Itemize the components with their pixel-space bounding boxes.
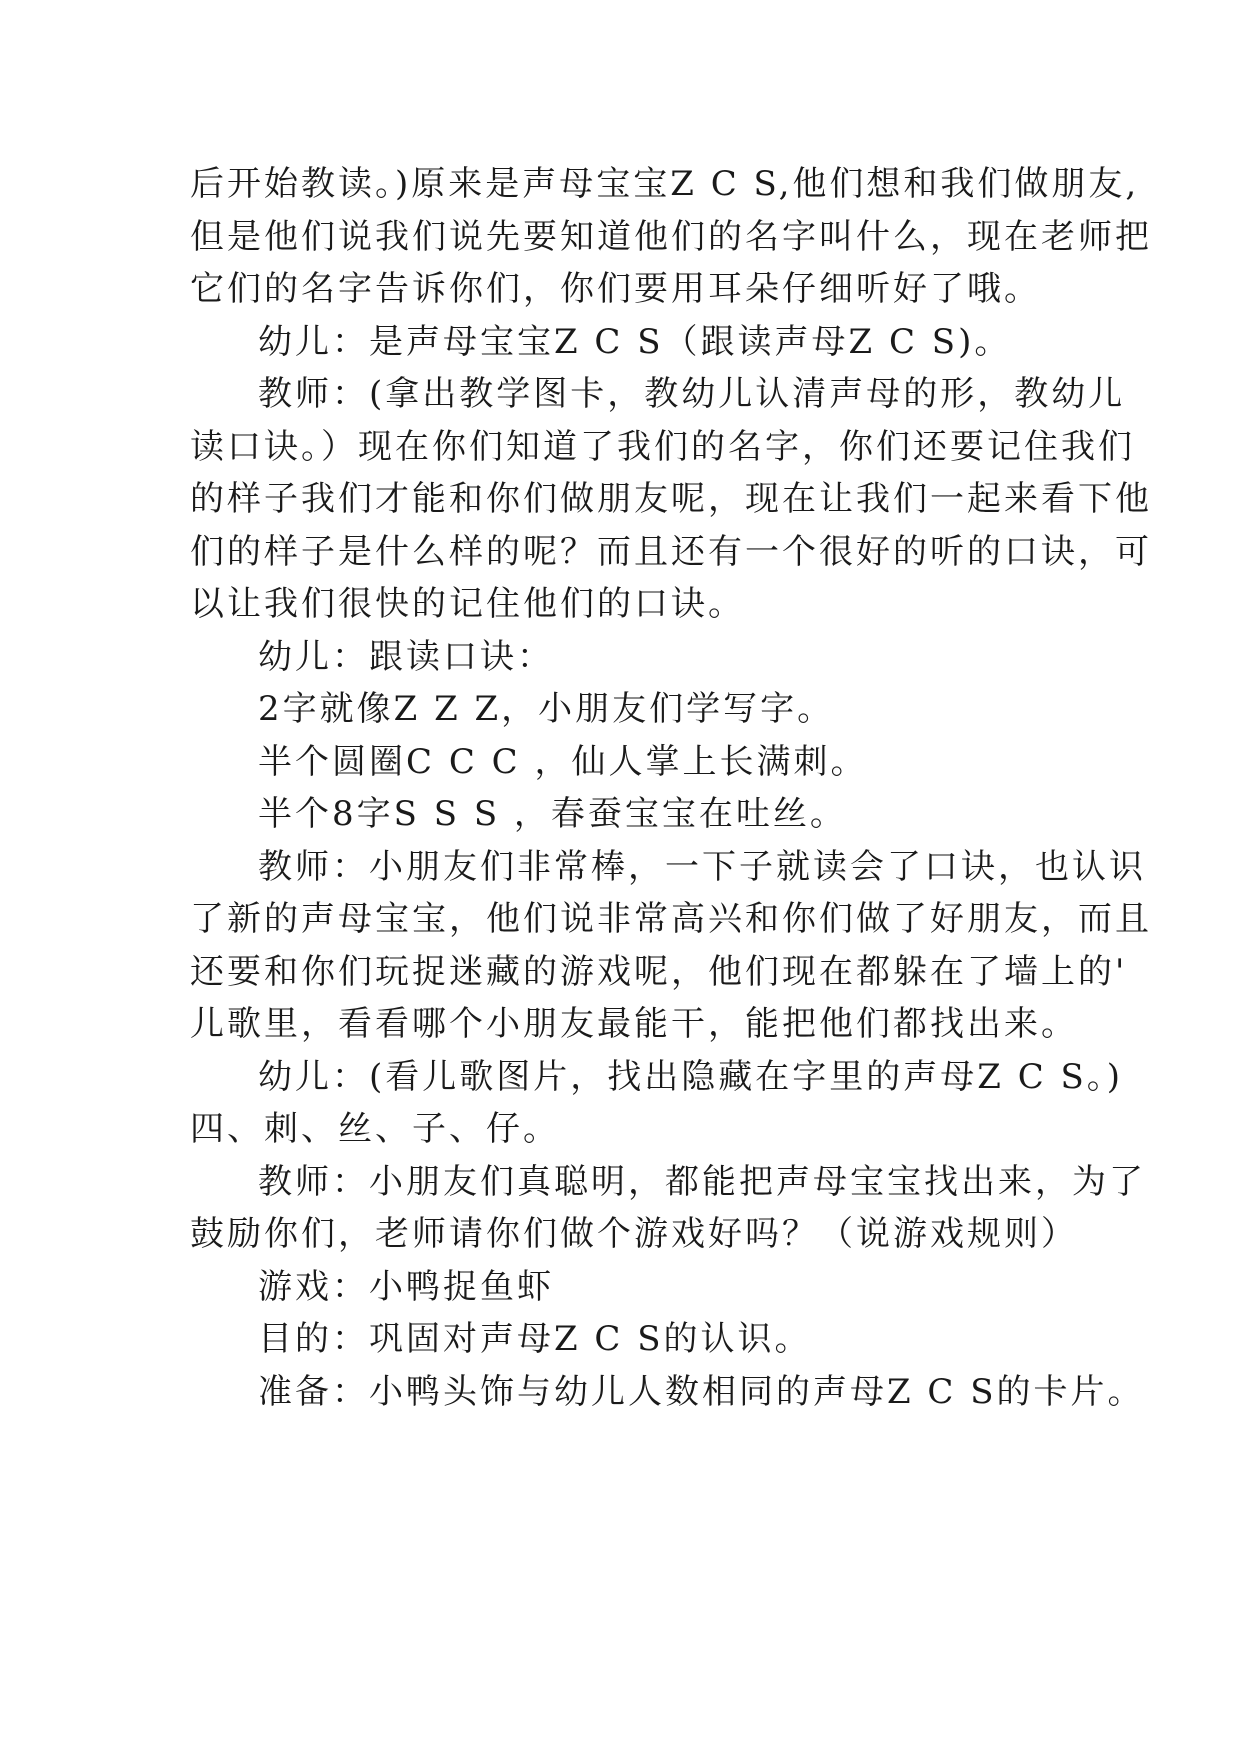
text-line-14: 教师：小朋友们非常棒，一下子就读会了口诀，也认识 xyxy=(258,846,1146,887)
text-line-16: 还要和你们玩捉迷藏的游戏呢，他们现在都躲在了墙上的' xyxy=(190,951,1128,992)
text-line-6: 读口诀。）现在你们知道了我们的名字，你们还要记住我们 xyxy=(190,426,1135,467)
text-line-3: 它们的名字告诉你们，你们要用耳朵仔细听好了哦。 xyxy=(190,269,1041,309)
text-line-4: 幼儿：是声母宝宝Z C S（跟读声母Z C S)。 xyxy=(258,321,1012,362)
text-line-5: 教师：(拿出教学图卡，教幼儿认清声母的形，教幼儿 xyxy=(258,374,1126,414)
text-line-8: 们的样子是什么样的呢？而且还有一个很好的听的口诀，可 xyxy=(190,531,1152,572)
text-line-17: 儿歌里，看看哪个小朋友最能干，能把他们都找出来。 xyxy=(190,1004,1078,1044)
text-line-13: 半个8字S S S ，春蚕宝宝在吐丝。 xyxy=(258,794,847,834)
text-line-7: 的样子我们才能和你们做朋友呢，现在让我们一起来看下他 xyxy=(190,479,1152,519)
text-line-11: 2字就像Z Z Z，小朋友们学写字。 xyxy=(258,689,835,729)
document-body xyxy=(190,158,1152,1418)
text-line-1: 后开始教读。)原来是声母宝宝Z C S,他们想和我们做朋友, xyxy=(190,164,1140,204)
text-line-24: 准备：小鸭头饰与幼儿人数相同的声母Z C S的卡片。 xyxy=(258,1371,1145,1412)
text-line-18: 幼儿：(看儿歌图片，找出隐藏在字里的声母Z C S。) xyxy=(258,1056,1124,1097)
text-line-12: 半个圆圈C C C ，仙人掌上长满刺。 xyxy=(258,741,868,782)
text-line-2: 但是他们说我们说先要知道他们的名字叫什么，现在老师把 xyxy=(190,216,1152,257)
text-line-23: 目的：巩固对声母Z C S的认识。 xyxy=(258,1319,812,1359)
text-line-10: 幼儿：跟读口诀： xyxy=(258,636,554,677)
text-line-22: 游戏：小鸭捉鱼虾 xyxy=(258,1266,554,1307)
text-line-21: 鼓励你们，老师请你们做个游戏好吗？（说游戏规则） xyxy=(190,1214,1078,1254)
text-line-20: 教师：小朋友们真聪明，都能把声母宝宝找出来，为了 xyxy=(258,1161,1146,1202)
text-line-15: 了新的声母宝宝，他们说非常高兴和你们做了好朋友，而且 xyxy=(190,899,1152,939)
text-line-19: 四、刺、丝、子、仔。 xyxy=(190,1109,560,1149)
text-line-9: 以让我们很快的记住他们的口诀。 xyxy=(190,584,745,624)
